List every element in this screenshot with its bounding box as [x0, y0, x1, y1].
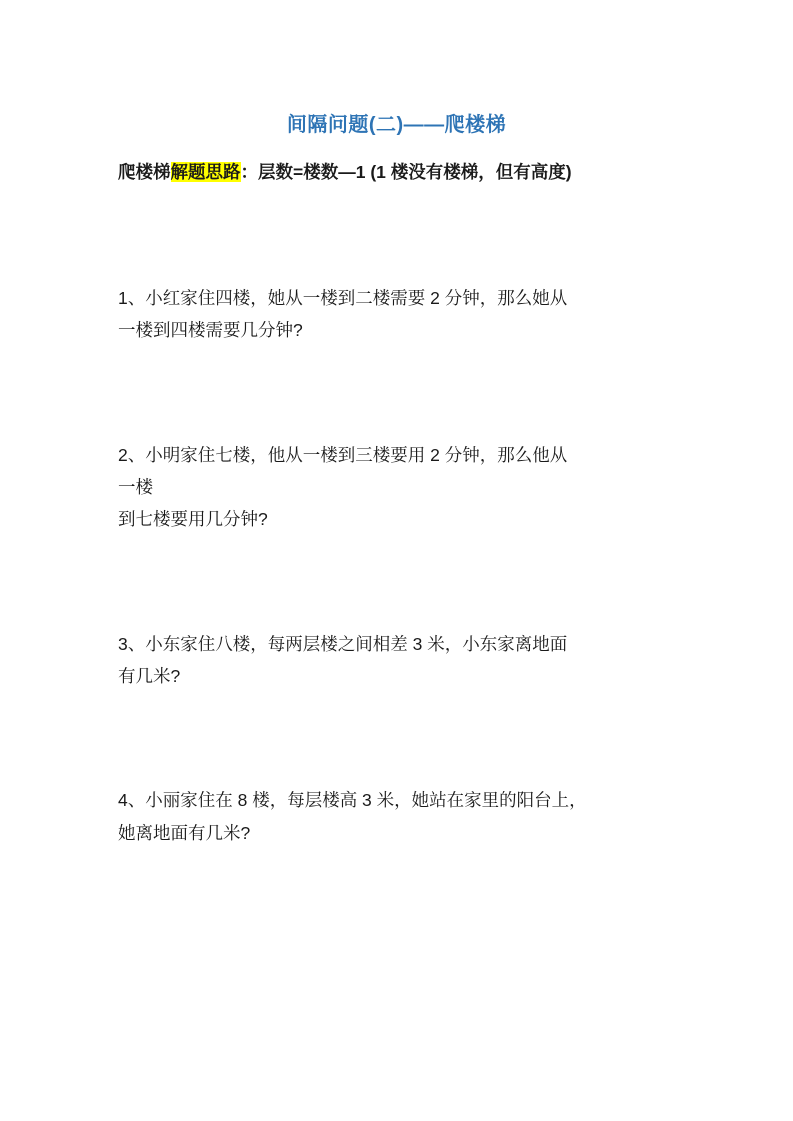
document-body	[118, 158, 678, 849]
question-line-text: 一楼到四楼需要几分钟?	[118, 320, 303, 341]
lead-prefix: 爬楼梯	[118, 162, 171, 182]
question-item	[118, 282, 678, 347]
question-line	[118, 628, 678, 693]
question-item	[118, 439, 678, 536]
question-line	[118, 784, 678, 849]
question-line	[118, 282, 678, 347]
page-title: 间隔问题(二)——爬楼梯	[286, 114, 507, 136]
question-line-text: 到七楼要用几分钟?	[118, 509, 268, 530]
question-item	[118, 784, 678, 849]
question-item	[118, 628, 678, 693]
question-line	[118, 439, 678, 536]
question-line-text: 她离地面有几米?	[118, 822, 251, 843]
solution-method-line	[118, 158, 678, 188]
question-line-text: 一楼	[118, 476, 153, 497]
question-line-text: 2、小明家住七楼，他从一楼到三楼要用 2 分钟，那么他从	[118, 444, 568, 465]
question-line-text: 4、小丽家住在 8 楼，每层楼高 3 米，她站在家里的阳台上，	[118, 790, 587, 811]
lead-suffix: ：层数=楼数—1 (1 楼没有楼梯，但有高度)	[240, 162, 572, 182]
question-line-text: 3、小东家住八楼，每两层楼之间相差 3 米，小东家离地面	[118, 633, 568, 654]
lead-highlighted-text: 解题思路	[170, 162, 241, 182]
question-line-text: 有几米?	[118, 666, 181, 686]
question-line-text: 1、小红家住四楼，她从一楼到二楼需要 2 分钟，那么她从	[118, 287, 568, 308]
